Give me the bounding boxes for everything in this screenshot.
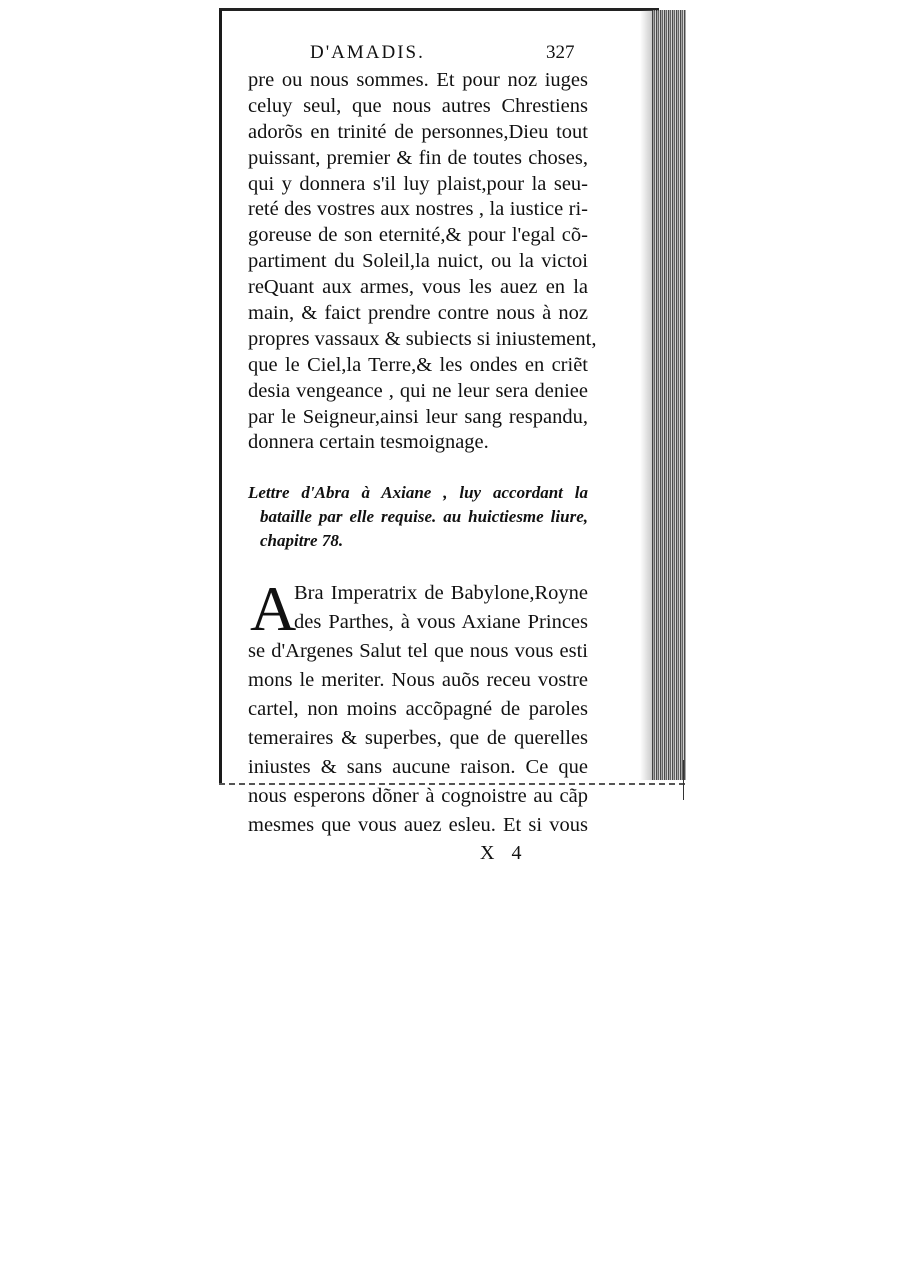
running-head xyxy=(248,42,588,68)
heading-line: chapitre 78. xyxy=(260,531,344,551)
text-line: goreuse de son eternité,& pour l'egal cõ- xyxy=(248,224,588,247)
letter-body xyxy=(248,573,588,840)
letter-line: nous esperons dõner à cognoistre au cãp xyxy=(248,785,588,808)
text-line: que le Ciel,la Terre,& les ondes en criẽt xyxy=(248,353,588,376)
page-right-edge-mark xyxy=(683,760,684,800)
page-left-edge xyxy=(219,10,222,785)
binding-gutter xyxy=(652,10,686,780)
letter-line: Bra Imperatrix de Babylone,Royne xyxy=(294,582,588,605)
drop-cap: A xyxy=(250,573,297,645)
text-line: adorõs en trinité de personnes,Dieu tout xyxy=(248,120,588,143)
letter-line: mons le meriter. Nous auõs receu vostre xyxy=(248,669,588,692)
letter-heading xyxy=(248,481,588,553)
page-top-edge xyxy=(219,8,659,11)
text-block xyxy=(248,42,597,872)
page-number: 327 xyxy=(546,42,575,63)
letter-line: temeraires & superbes, que de querelles xyxy=(248,727,588,750)
heading-line: bataille par elle requise. au huictiesme liure, xyxy=(260,507,588,527)
signature-line xyxy=(248,842,588,872)
letter-line: mesmes que vous auez esleu. Et si vous xyxy=(248,814,588,837)
text-line: puissant, premier & fin de toutes choses, xyxy=(248,146,588,169)
text-line: main, & faict prendre contre nous à noz xyxy=(248,302,588,325)
letter-line: se d'Argenes Salut tel que nous vous esti xyxy=(248,640,588,663)
text-line: celuy seul, que nous autres Chrestiens xyxy=(248,94,588,117)
signature-mark: X 4 xyxy=(480,842,528,865)
text-line: propres vassaux & subiects si iniustement, xyxy=(248,327,597,350)
letter-line: des Parthes, à vous Axiane Princes xyxy=(294,611,588,634)
text-line: desia vengeance , qui ne leur sera deniee xyxy=(248,379,588,402)
running-title: D'AMADIS. xyxy=(310,42,425,63)
text-line: reQuant aux armes, vous les auez en la xyxy=(248,276,588,299)
prose-paragraph xyxy=(248,68,597,456)
heading-line: Lettre d'Abra à Axiane , luy accordant la xyxy=(248,483,588,503)
text-line: donnera certain tesmoignage. xyxy=(248,431,489,454)
text-line: pre ou nous sommes. Et pour noz iuges xyxy=(248,69,588,91)
text-line: qui y donnera s'il luy plaist,pour la seu- xyxy=(248,172,588,195)
letter-line: iniustes & sans aucune raison. Ce que xyxy=(248,756,588,779)
text-line: reté des vostres aux nostres , la iustice ri- xyxy=(248,198,588,221)
text-line: par le Seigneur,ainsi leur sang respandu, xyxy=(248,405,588,428)
text-line: partiment du Soleil,la nuict, ou la victoi xyxy=(248,250,588,273)
letter-line: cartel, non moins accõpagné de paroles xyxy=(248,698,588,721)
